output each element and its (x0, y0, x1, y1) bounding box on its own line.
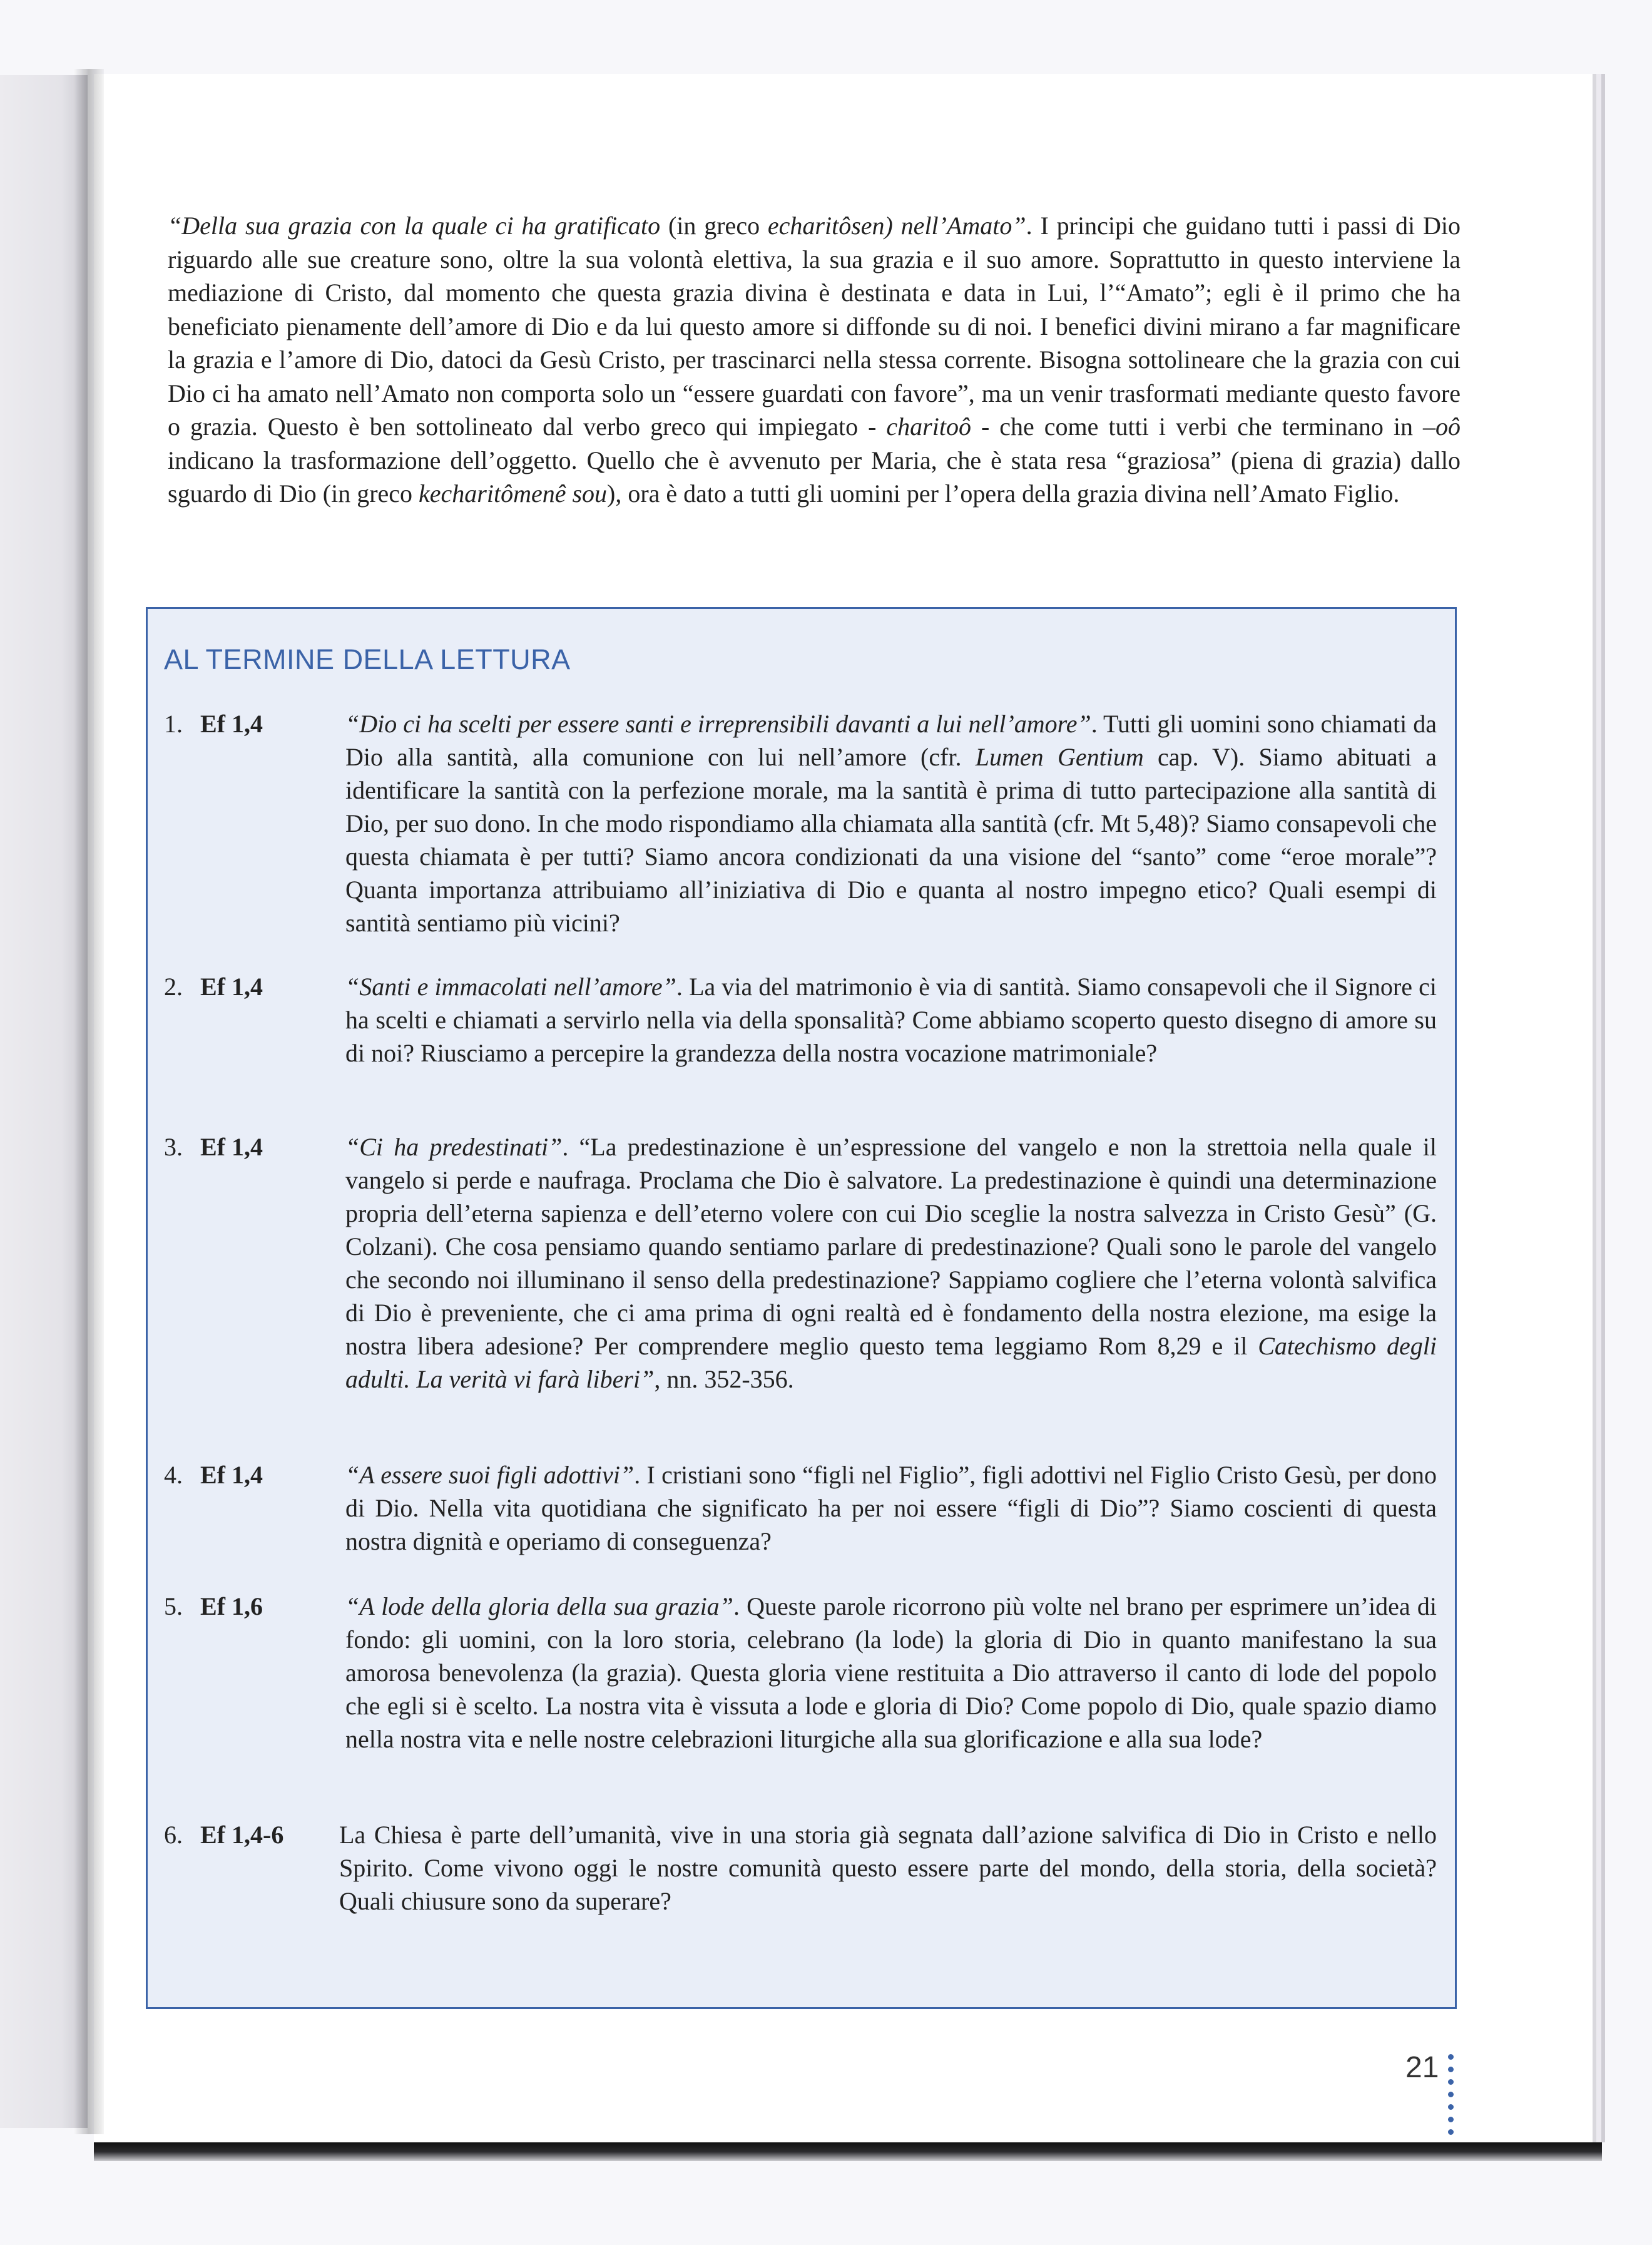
dot (1448, 2054, 1454, 2060)
item-text (345, 970, 1437, 1070)
item-text (345, 1590, 1437, 1756)
item-reference: Ef 1,4 (200, 1461, 263, 1489)
item-text (345, 1458, 1437, 1558)
item-reference: Ef 1,4 (200, 973, 263, 1001)
intro-part: (in greco (668, 212, 768, 240)
item-text-part: cap. V). Siamo abituati a identificare la santità con la perfezione morale, ma la santità è prima di tutto partecipazione alla santità di Dio, per suo dono. In che modo rispondiamo alla chiamata alla santità (cfr. Mt 5,48)? Siamo consapevoli che questa chiamata è per tutti? Siamo ancora condizionati da una visione del “santo” come “eroe morale”? Quanta importanza attribuiamo all’iniziativa di Dio e quanta al nostro impegno etico? Quali esempi di santità sentiamo più vicini? (345, 743, 1437, 937)
intro-part: kecharitômenê sou (419, 479, 608, 508)
item-number: 5. (164, 1592, 183, 1620)
spine-shadow (74, 69, 104, 2134)
item-text-part: . Tutti gli uomini sono chiamati da Dio alla santità, alla comunione con lui nell’amore (cfr. (345, 710, 1437, 771)
dot (1448, 2067, 1454, 2072)
page-number: 21 (1405, 2051, 1439, 2084)
item-reference: Ef 1,4 (200, 1133, 263, 1161)
intro-part: charitoô (886, 412, 971, 441)
dot (1448, 2092, 1454, 2097)
item-text-part: “Santi e immacolati nell’amore” (345, 973, 676, 1001)
dot (1448, 2117, 1454, 2122)
item-reference: Ef 1,6 (200, 1592, 263, 1620)
item-text-part: “A essere suoi figli adottivi” (345, 1461, 635, 1489)
page-bottom-edge (94, 2142, 1602, 2161)
item-text-part: La Chiesa è parte dell’umanità, vive in una storia già segnata dall’azione salvifica di Dio in Cristo e nello Spirito. Come vivono oggi le nostre comunità questo essere parte del mondo, della storia, della società? Quali chiusure sono da superare? (339, 1821, 1437, 1915)
box-title: AL TERMINE DELLA LETTURA (164, 643, 571, 675)
item-text-part: , nn. 352-356. (654, 1365, 794, 1393)
item-number: 2. (164, 973, 183, 1001)
item-text-part: . “La predestinazione è un’espressione del vangelo e non la strettoia nella quale il vangelo si perde e naufraga. Proclama che Dio è salvatore. La predestinazione è quindi una determinazione propria dell’eterna sapienza e dell’eterno volere con cui Dio sceglie la nostra salvezza in Cristo Gesù” (G. Colzani). Che cosa pensiamo quando sentiamo parlare di predestinazione? Quali sono le parole del vangelo che secondo noi illuminano il senso della predestinazione? Sappiamo cogliere che l’eterna volontà salvifica di Dio è preveniente, che ci ama prima di ogni realtà ed è fondamento della nostra elezione, ma esige la nostra libera adesione? Per comprendere meglio questo tema leggiamo Rom 8,29 e il (345, 1133, 1437, 1360)
item-number: 6. (164, 1821, 183, 1849)
intro-part: ), ora è dato a tutti gli uomini per l’opera della grazia divina nell’Amato Figlio. (607, 479, 1400, 508)
intro-part: . I principi che guidano tutti i passi di Dio riguardo alle sue creature sono, oltre la sua volontà elettiva, la sua grazia e il suo amore. Soprattutto in questo interviene la mediazione di Cristo, dal momento che questa grazia divina è destinata e data in Lui, l’“Amato”; egli è il primo che ha beneficiato pienamente dell’amore di Dio e da lui questo amore si diffonde su di noi. I benefici divini mirano a far magnificare la grazia e l’amore di Dio, datoci da Gesù Cristo, per trascinarci nella stessa corrente. Bisogna sottolineare che la grazia con cui Dio ci ha amato nell’Amato non comporta solo un “essere guardati con favore”, ma un venir trasformati mediante questo favore o grazia. Questo è ben sottolineato dal verbo greco qui impiegato - (168, 212, 1461, 441)
item-text-part: “Ci ha predestinati” (345, 1133, 563, 1161)
page-number-dots-decoration (1448, 2054, 1456, 2142)
item-text (345, 707, 1437, 939)
item-text-part: Catechismo degli adulti. La verità vi farà liberi” (345, 1332, 1437, 1393)
item-text-part: . La via del matrimonio è via di santità. Siamo consapevoli che il Signore ci ha scelti e chiamati a servirlo nella via della sponsalità? Come abbiamo scoperto questo disegno di amore su di noi? Riusciamo a percepire la grandezza della nostra vocazione matrimoniale? (345, 973, 1437, 1067)
item-number: 4. (164, 1461, 183, 1489)
item-text-part: “A lode della gloria della sua grazia” (345, 1592, 733, 1620)
intro-part: echaritôsen) nell’Amato” (767, 212, 1026, 240)
dot (1448, 2129, 1454, 2135)
item-text (345, 1130, 1437, 1396)
dot (1448, 2079, 1454, 2085)
dot (1448, 2104, 1454, 2110)
intro-paragraph (168, 209, 1461, 511)
intro-part: - che come tutti i verbi che terminano in (971, 412, 1424, 441)
intro-part: –oô (1423, 412, 1461, 441)
item-text-part: . Queste parole ricorrono più volte nel brano per esprimere un’idea di fondo: gli uomini, con la loro storia, celebrano (la lode) la gloria di Dio in quanto manifestano la sua amorosa benevolenza (la grazia). Questa gloria viene restituita a Dio attraverso il canto di lode del popolo che egli si è scelto. La nostra vita è vissuta a lode e gloria di Dio? Come popolo di Dio, quale spazio diamo nella nostra vita e nelle nostre celebrazioni liturgiche alla sua glorificazione e alla sua lode? (345, 1592, 1437, 1753)
item-text (339, 1818, 1437, 1918)
item-text-part: “Dio ci ha scelti per essere santi e irreprensibili davanti a lui nell’amore” (345, 710, 1091, 738)
item-reference: Ef 1,4-6 (200, 1821, 284, 1849)
item-number: 3. (164, 1133, 183, 1161)
intro-part: “Della sua grazia con la quale ci ha gratificato (168, 212, 668, 240)
item-text-part: . I cristiani sono “figli nel Figlio”, figli adottivi nel Figlio Cristo Gesù, per dono di Dio. Nella vita quotidiana che significato ha per noi essere “figli di Dio”? Siamo coscienti di questa nostra dignità e operiamo di conseguenza? (345, 1461, 1437, 1555)
intro-part: indicano la trasformazione dell’oggetto. Quello che è avvenuto per Maria, che è stata resa “graziosa” (piena di grazia) dallo sguardo di Dio (in greco (168, 446, 1461, 508)
item-reference: Ef 1,4 (200, 710, 263, 738)
item-text-part: Lumen Gentium (975, 743, 1144, 771)
item-number: 1. (164, 710, 183, 738)
